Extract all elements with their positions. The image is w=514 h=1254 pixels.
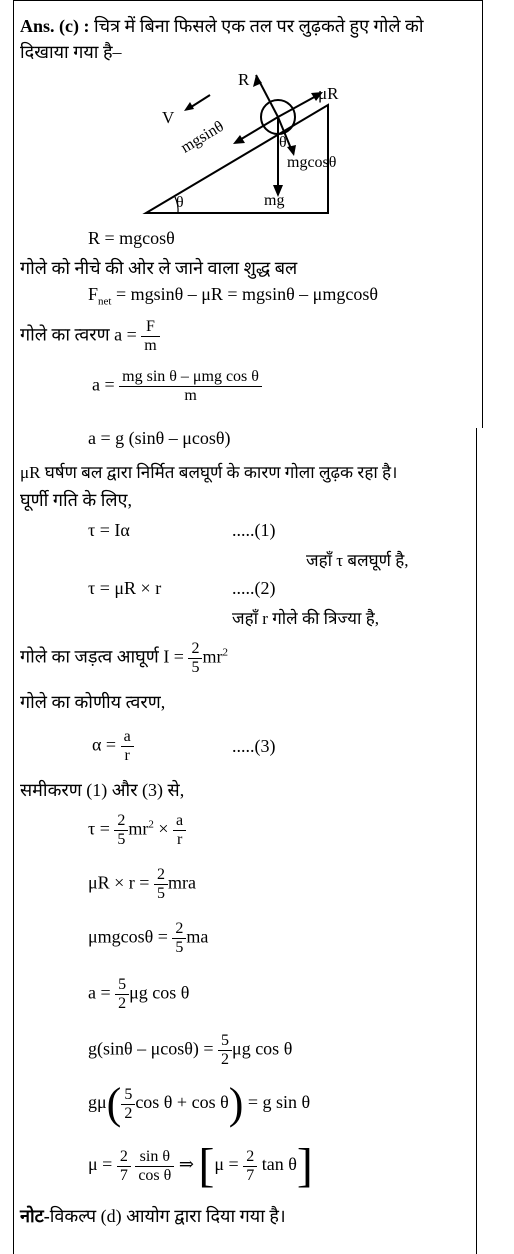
eq-mu-final: μ = $\frac{2}{7}$ $\frac{\text{sin θ}}{\text{cos θ}}$ ⇒ [μ = $\frac{2}{7}$ tan θ] [88, 1139, 313, 1192]
eq-1-number: .....(1) [232, 520, 276, 540]
eq-Fnet: $F_{net} = mgsin\theta - \mu R = mgsin\theta - \mu mgcos\theta$ [88, 284, 378, 308]
note-label: नोट- [20, 1206, 50, 1226]
eq-a-fraction: a = $\frac{\text{mg sin θ – μmg cos θ}}{m}$ [92, 368, 262, 405]
angular-accel-text: गोले का कोणीय त्वरण, [20, 692, 166, 712]
label-R: R [238, 70, 250, 89]
note-line [20, 1204, 286, 1228]
intro-text-2: दिखाया गया है– [20, 42, 122, 62]
border-left-top [13, 0, 14, 428]
label-V: V [162, 108, 175, 127]
eq-2-number: .....(2) [232, 578, 276, 598]
moment-inertia-line: गोले का जड़त्व आघूर्ण I = $\frac{2}{5}$ $mr^2$ [20, 640, 228, 676]
note-text: विकल्प (d) आयोग द्वारा दिया गया है। [49, 1206, 286, 1226]
label-theta-base: θ [176, 194, 184, 211]
rotational-text: घूर्णी गति के लिए, [20, 490, 133, 510]
intro-text: चित्र में बिना फिसले एक तल पर लुढ़कते हुए गोले को [94, 16, 424, 36]
radius-def: जहाँ r गोले की त्रिज्या है, [232, 609, 379, 628]
from-eq-text: समीकरण (1) और (3) से, [20, 780, 185, 800]
eq-1: τ = Iα [88, 520, 130, 540]
eq-a-result: a = g (sinθ – μcosθ) [88, 428, 231, 448]
acceleration-line: गोले का त्वरण a = $\frac{F}{m}$ [20, 318, 160, 355]
eq-equate: g(sinθ – μcosθ) = $\frac{5}{2}$ μg cos θ [88, 1032, 293, 1068]
torque-def: जहाँ τ बलघूर्ण है, [306, 551, 409, 570]
border-right-bottom [476, 428, 477, 1254]
label-muR: μR [318, 84, 339, 103]
eq-3-number: .....(3) [232, 736, 276, 756]
eq-R: R = mgcosθ [88, 228, 175, 248]
eq-2: τ = μR × r [88, 578, 162, 598]
eq-muR: μR × r = $\frac{2}{5}$ mra [88, 866, 196, 902]
label-theta-top: θ [279, 134, 287, 151]
answer-label: Ans. (c) : [20, 16, 90, 36]
answer-line [20, 14, 424, 38]
border-left-bottom [13, 428, 14, 1254]
eq-g-mu: gμ( $\frac{5}{2}$ cos θ + cos θ) = g sin θ [88, 1079, 311, 1128]
label-mg: mg [264, 192, 285, 209]
eq-3: α = $\frac{a}{r}$ [92, 728, 134, 765]
torque-text: μR घर्षण बल द्वारा निर्मित बलघूर्ण के कारण गोला लुढ़क रहा है। [20, 463, 398, 482]
eq-a-mu: a = $\frac{5}{2}$ μg cos θ [88, 976, 190, 1012]
label-mgcos: mgcosθ [287, 154, 337, 171]
eq-mumg: μmgcosθ = $\frac{2}{5}$ ma [88, 920, 209, 956]
border-right-top [482, 0, 483, 428]
border-top [13, 0, 483, 1]
label-mgsin: mgsinθ [178, 117, 227, 157]
net-force-text: गोले को नीचे की ओर ले जाने वाला शुद्ध बल [20, 258, 298, 278]
eq-tau-sub: τ = $\frac{2}{5}$ $mr^2$ × $\frac{a}{r}$ [88, 812, 186, 849]
